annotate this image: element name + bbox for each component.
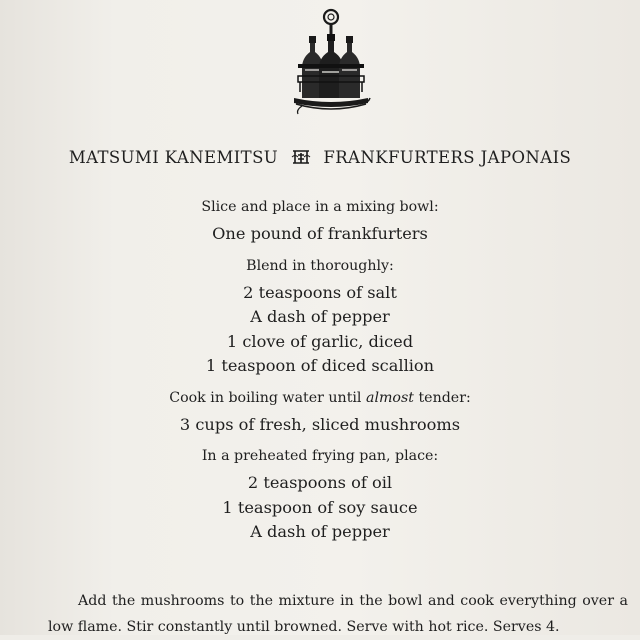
step-3-instruction-start: Cook in boiling water until	[169, 389, 366, 406]
ingredient: 1 teaspoon of diced scallion	[205, 356, 435, 375]
step-3-instruction-end: tender:	[413, 389, 471, 406]
ingredient: One pound of frankfurters	[212, 224, 428, 243]
author-name: MATSUMI KANEMITSU	[68, 148, 279, 167]
recipe-body	[0, 196, 640, 545]
ingredient: 3 cups of fresh, sliced mushrooms	[179, 414, 461, 434]
cruet-set-icon	[290, 6, 372, 118]
step-3-instruction	[0, 387, 640, 409]
ingredient: 1 teaspoon of soy sauce	[222, 497, 418, 517]
closing-paragraph: Add the mushrooms to the mixture in the bowl and cook everything over a low flame. Stir constantly until browned. Serve with hot rice. Serves 4.	[48, 593, 628, 636]
step-1-instruction: Slice and place in a mixing bowl:	[201, 199, 439, 215]
ingredient: 1 clove of garlic, diced	[226, 331, 414, 351]
recipe-heading	[0, 148, 640, 167]
step-4-instruction: In a preheated frying pan, place:	[201, 448, 439, 464]
step-3-instruction-emphasis: almost	[365, 389, 414, 406]
recipe-title: FRANKFURTERS JAPONAIS	[323, 148, 572, 167]
ingredient: 2 teaspoons of salt	[243, 282, 397, 302]
ornamental-glyph-icon	[290, 148, 312, 166]
ingredient: A dash of pepper	[250, 522, 390, 541]
step-2-instruction: Blend in thoroughly:	[246, 257, 394, 274]
ingredient: 2 teaspoons of oil	[247, 473, 393, 492]
ingredient: A dash of pepper	[250, 307, 390, 326]
